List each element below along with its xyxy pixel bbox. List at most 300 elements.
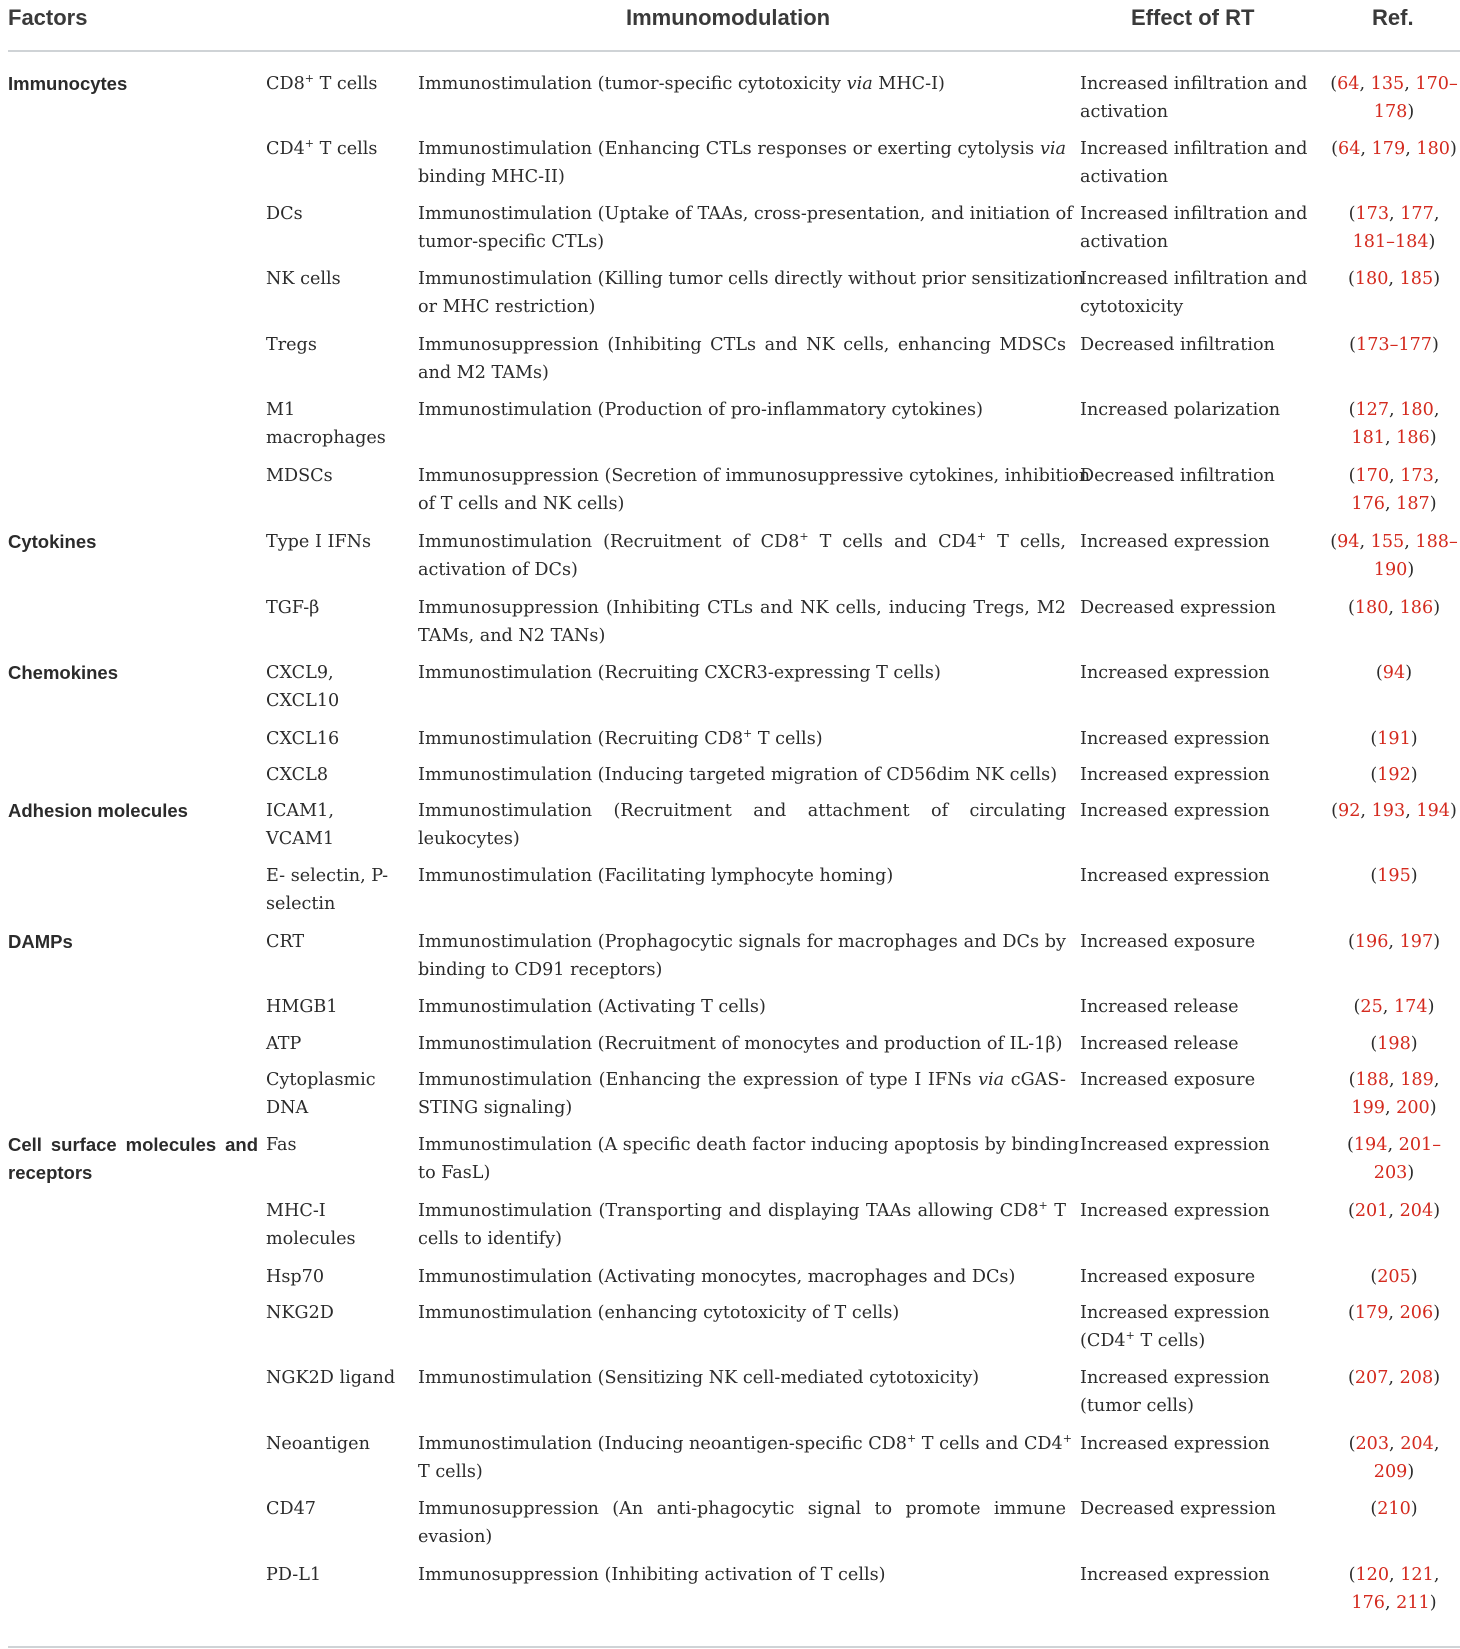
text-fragment: (	[1347, 269, 1355, 289]
reference-link[interactable]: 201	[1354, 1201, 1389, 1221]
immunomodulation-cell	[418, 594, 1066, 650]
factor-cell	[266, 594, 416, 622]
text-fragment: Immunostimulation (A specific death factor inducing apoptosis by binding	[418, 1135, 1080, 1155]
factor-cell	[266, 462, 416, 490]
text-fragment: ,	[1360, 801, 1372, 821]
text-fragment: cells to identify)	[418, 1229, 563, 1249]
reference-link[interactable]: 176	[1351, 494, 1385, 514]
effect-cell-line: Increased release	[1080, 997, 1239, 1017]
reference-link[interactable]: 180	[1354, 598, 1389, 618]
effect-cell	[1080, 862, 1305, 890]
factor-cell	[266, 331, 416, 359]
reference-link[interactable]: 210	[1377, 1499, 1411, 1519]
reference-link[interactable]: 94	[1337, 532, 1360, 552]
reference-link[interactable]: 194	[1353, 1135, 1388, 1155]
effect-cell-line: Increased exposure	[1080, 1267, 1256, 1287]
factor-cell	[266, 993, 416, 1021]
immunomodulation-cell	[418, 1364, 1066, 1392]
reference-link[interactable]: 187	[1396, 494, 1430, 514]
reference-cell	[1330, 1197, 1458, 1225]
text-fragment: )	[1428, 232, 1436, 252]
immunomodulation-cell	[418, 1131, 1080, 1187]
text-fragment: molecules	[266, 1229, 356, 1249]
immunomodulation-cell-line	[418, 490, 1066, 518]
immunomodulation-cell-line	[418, 135, 1066, 163]
immunomodulation-cell-line	[418, 1225, 1066, 1253]
text-fragment: +	[1038, 1199, 1048, 1213]
text-fragment: ,	[1388, 598, 1400, 618]
immunomodulation-cell	[418, 761, 1066, 789]
text-fragment: (	[1348, 466, 1356, 486]
reference-link[interactable]: 179	[1371, 139, 1406, 159]
reference-link[interactable]: 204	[1399, 1201, 1434, 1221]
immunomodulation-cell-line	[418, 1495, 1066, 1523]
immunomodulation-cell	[418, 331, 1066, 387]
text-fragment: TGF-β	[266, 598, 320, 618]
text-fragment: ,	[1388, 1368, 1400, 1388]
immunomodulation-cell-line	[418, 70, 1066, 98]
factor-cell	[266, 1364, 416, 1392]
reference-link[interactable]: 209	[1373, 1462, 1408, 1482]
reference-cell	[1330, 1030, 1458, 1058]
reference-cell	[1330, 70, 1458, 126]
text-fragment: CD47	[266, 1499, 316, 1519]
reference-link[interactable]: 127	[1355, 400, 1390, 420]
reference-link[interactable]: 191	[1377, 729, 1411, 749]
reference-link[interactable]: 196	[1354, 932, 1389, 952]
text-fragment: via	[1039, 139, 1066, 159]
reference-link[interactable]: 203	[1373, 1163, 1408, 1183]
factor-cell	[266, 862, 416, 918]
text-fragment: )	[1427, 997, 1435, 1017]
reference-link[interactable]: 204	[1400, 1434, 1434, 1454]
text-fragment: leukocytes)	[418, 829, 520, 849]
text-fragment: DNA	[266, 1098, 309, 1118]
immunomodulation-cell	[418, 70, 1066, 98]
text-fragment: (	[1347, 598, 1355, 618]
effect-cell	[1080, 1030, 1305, 1058]
header-divider	[8, 50, 1460, 52]
reference-link[interactable]: 120	[1355, 1565, 1390, 1585]
reference-link[interactable]: 170	[1355, 466, 1390, 486]
text-fragment: NKG2D	[266, 1303, 334, 1323]
effect-cell	[1080, 1364, 1305, 1420]
reference-cell	[1330, 797, 1458, 825]
reference-link[interactable]: 205	[1377, 1267, 1411, 1287]
immunomodulation-cell-line	[418, 1066, 1066, 1094]
reference-link[interactable]: 208	[1399, 1368, 1434, 1388]
reference-cell-line	[1330, 1131, 1458, 1159]
text-fragment: NK cells	[266, 269, 341, 289]
reference-cell	[1330, 200, 1458, 256]
text-fragment: +	[304, 137, 314, 151]
text-fragment: Fas	[266, 1135, 297, 1155]
immunomodulation-cell-line	[418, 200, 1073, 228]
text-fragment: )	[1433, 598, 1441, 618]
text-fragment: ,	[1389, 204, 1401, 224]
text-fragment: ,	[1388, 932, 1400, 952]
category-label	[8, 528, 258, 556]
text-fragment: (	[1347, 1368, 1355, 1388]
text-fragment: CD8	[266, 74, 305, 94]
immunomodulation-cell	[418, 396, 1066, 424]
text-fragment: Tregs	[266, 335, 317, 355]
reference-cell	[1330, 331, 1458, 359]
reference-link[interactable]: 190	[1373, 560, 1408, 580]
reference-link[interactable]: 173	[1400, 466, 1434, 486]
reference-link[interactable]: 64	[1337, 74, 1360, 94]
text-fragment: Hsp70	[266, 1267, 325, 1287]
effect-cell-line: activation	[1080, 167, 1169, 187]
reference-cell	[1330, 928, 1458, 956]
text-fragment: )	[1431, 335, 1439, 355]
factor-cell	[266, 797, 416, 853]
reference-cell-line	[1330, 1495, 1458, 1523]
text-fragment: ,	[1387, 1135, 1399, 1155]
text-fragment: (CD4	[1080, 1331, 1126, 1351]
reference-cell-line	[1330, 1364, 1458, 1392]
immunomodulation-cell	[418, 797, 1066, 853]
factor-cell-line	[266, 424, 416, 452]
effect-cell-line: Increased infiltration and	[1080, 269, 1308, 289]
reference-cell-line	[1330, 1094, 1458, 1122]
reference-cell	[1330, 1561, 1458, 1617]
effect-cell	[1080, 1495, 1305, 1523]
text-fragment: T cells and CD4	[916, 1434, 1063, 1454]
text-fragment: Cytoplasmic	[266, 1070, 376, 1090]
reference-link[interactable]: 186	[1396, 428, 1430, 448]
reference-cell-line	[1330, 1299, 1458, 1327]
text-fragment: Immunostimulation (Recruitment and attachment of circulating	[418, 801, 1066, 821]
text-fragment: CXCL9,	[266, 663, 334, 683]
header-ref: Ref.	[1372, 5, 1414, 30]
text-fragment: (	[1347, 1201, 1355, 1221]
immunomodulation-cell-line	[418, 265, 1085, 293]
reference-link[interactable]: 200	[1396, 1098, 1430, 1118]
text-fragment: (	[1370, 866, 1378, 886]
immunomodulation-cell	[418, 1561, 1066, 1589]
text-fragment: Immunostimulation (Enhancing CTLs responses or exerting cytolysis	[418, 139, 1040, 159]
immunomodulation-cell-line	[418, 1159, 1066, 1187]
reference-cell-line	[1330, 1458, 1458, 1486]
text-fragment: ,	[1433, 204, 1440, 224]
reference-link[interactable]: 193	[1371, 801, 1406, 821]
text-fragment: +	[743, 727, 753, 741]
text-fragment: )	[1405, 663, 1413, 683]
reference-cell-line	[1330, 70, 1458, 98]
factor-cell-line	[266, 993, 416, 1021]
text-fragment: (	[1370, 729, 1378, 749]
reference-link[interactable]: 195	[1377, 866, 1411, 886]
text-fragment: via	[978, 1070, 1005, 1090]
reference-cell-line	[1330, 396, 1458, 424]
immunomodulation-cell	[418, 862, 1066, 890]
immunomodulation-cell-line	[418, 825, 1066, 853]
reference-link[interactable]: 180	[1416, 139, 1450, 159]
text-fragment: Immunostimulation (Prophagocytic signals for macrophages and DCs by	[418, 932, 1066, 952]
immunomodulation-cell	[418, 659, 1066, 687]
text-fragment: (	[1348, 1565, 1356, 1585]
immunomodulation-cell-line	[418, 1561, 1066, 1589]
reference-link[interactable]: 25	[1360, 997, 1383, 1017]
reference-link[interactable]: 211	[1396, 1593, 1430, 1613]
reference-link[interactable]: 180	[1354, 269, 1389, 289]
reference-link[interactable]: 206	[1399, 1303, 1434, 1323]
text-fragment: (	[1347, 932, 1355, 952]
effect-cell	[1080, 331, 1305, 359]
reference-link[interactable]: 94	[1382, 663, 1406, 683]
factor-cell	[266, 1066, 416, 1122]
text-fragment: )	[1449, 801, 1457, 821]
immunomodulation-cell-line	[418, 659, 1066, 687]
factor-cell-line	[266, 890, 416, 918]
category-label-line: receptors	[8, 1162, 93, 1183]
reference-cell-line	[1330, 993, 1458, 1021]
text-fragment: +	[1125, 1329, 1135, 1343]
reference-link[interactable]: 173	[1355, 204, 1390, 224]
factor-cell-line	[266, 1263, 416, 1291]
text-fragment: )	[1433, 269, 1441, 289]
factor-cell-line	[266, 70, 416, 98]
factor-cell	[266, 928, 416, 956]
reference-cell-line	[1330, 1066, 1458, 1094]
text-fragment: )	[1429, 1098, 1437, 1118]
reference-link[interactable]: 203	[1355, 1434, 1390, 1454]
category-label	[8, 928, 258, 956]
effect-cell	[1080, 993, 1305, 1021]
effect-cell-line: Decreased infiltration	[1080, 335, 1275, 355]
text-fragment: +	[906, 1432, 917, 1446]
text-fragment: (	[1370, 1034, 1378, 1054]
factor-cell-line	[266, 594, 416, 622]
reference-link[interactable]: 177	[1400, 204, 1434, 224]
immunomodulation-cell-line	[418, 993, 1066, 1021]
reference-link[interactable]: 186	[1399, 598, 1434, 618]
effect-cell-line: activation	[1080, 232, 1169, 252]
factor-cell	[266, 1495, 416, 1523]
text-fragment: Immunostimulation (Uptake of TAAs, cross-presentation, and initiation of	[418, 204, 1073, 224]
immunomodulation-cell	[418, 200, 1073, 256]
reference-cell-line	[1330, 528, 1458, 556]
immunomodulation-cell-line	[418, 1197, 1066, 1225]
reference-link[interactable]: 92	[1338, 801, 1361, 821]
text-fragment: ,	[1388, 1201, 1400, 1221]
text-fragment: Immunostimulation (Inducing targeted migration of CD56dim NK cells)	[418, 765, 1058, 785]
table-bottom-divider	[8, 1646, 1460, 1648]
effect-cell	[1080, 1430, 1305, 1458]
effect-cell	[1080, 200, 1308, 256]
reference-cell-line	[1330, 98, 1458, 126]
factor-cell-line	[266, 928, 416, 956]
reference-cell-line	[1330, 1263, 1458, 1291]
text-fragment: )	[1410, 1499, 1418, 1519]
text-fragment: ,	[1405, 139, 1417, 159]
text-fragment: CD4	[266, 139, 305, 159]
factor-cell-line	[266, 1430, 416, 1458]
reference-link[interactable]: 155	[1370, 532, 1405, 552]
reference-link[interactable]: 185	[1399, 269, 1434, 289]
reference-cell	[1330, 1299, 1458, 1327]
effect-cell-line: Increased expression	[1080, 1565, 1270, 1585]
header-factors: Factors	[8, 5, 88, 30]
text-fragment: )	[1410, 1034, 1418, 1054]
factor-cell-line	[266, 687, 416, 715]
factor-cell	[266, 1263, 416, 1291]
text-fragment: +	[1062, 1432, 1072, 1446]
reference-cell-line	[1330, 331, 1458, 359]
text-fragment: T cells)	[418, 1462, 483, 1482]
immunomodulation-cell	[418, 1430, 1072, 1486]
reference-cell-line	[1330, 1561, 1458, 1589]
text-fragment: macrophages	[266, 428, 386, 448]
immunomodulation-cell-line	[418, 928, 1066, 956]
effect-cell-line: Increased expression	[1080, 729, 1270, 749]
text-fragment: Immunosuppression (Inhibiting CTLs and NK cells, inducing Tregs, M2	[418, 598, 1066, 618]
reference-link[interactable]: 189	[1400, 1070, 1434, 1090]
reference-cell-line	[1330, 462, 1458, 490]
text-fragment: ICAM1,	[266, 801, 334, 821]
immunomodulation-cell	[418, 1495, 1066, 1551]
factor-cell-line	[266, 1225, 416, 1253]
factor-cell-line	[266, 1561, 416, 1589]
reference-link[interactable]: 178	[1373, 102, 1408, 122]
reference-cell-line	[1330, 1197, 1458, 1225]
immunomodulation-cell-line	[418, 1458, 1066, 1486]
effect-cell-line: Increased exposure	[1080, 932, 1256, 952]
reference-link[interactable]: 173–177	[1356, 335, 1432, 355]
reference-link[interactable]: 201–	[1398, 1135, 1442, 1155]
reference-cell-line	[1330, 928, 1458, 956]
effect-cell-line: Increased exposure	[1080, 1070, 1256, 1090]
factor-cell-line	[266, 761, 416, 789]
reference-cell-line	[1330, 228, 1458, 256]
text-fragment: Neoantigen	[266, 1434, 370, 1454]
text-fragment: binding to CD91 receptors)	[418, 960, 663, 980]
category-label-line: Cell surface molecules and	[8, 1134, 258, 1155]
reference-cell-line	[1330, 1159, 1458, 1187]
immunomodulation-cell	[418, 265, 1085, 321]
reference-link[interactable]: 188	[1355, 1070, 1390, 1090]
reference-cell-line	[1330, 761, 1458, 789]
reference-link[interactable]: 207	[1354, 1368, 1389, 1388]
text-fragment: ,	[1389, 400, 1401, 420]
reference-cell	[1330, 993, 1458, 1021]
immunomodulation-cell	[418, 1030, 1066, 1058]
factor-cell-line	[266, 1030, 416, 1058]
reference-link[interactable]: 121	[1400, 1565, 1434, 1585]
reference-cell	[1330, 1066, 1458, 1122]
text-fragment: ,	[1359, 532, 1371, 552]
category-label-line: Cytokines	[8, 531, 97, 552]
effect-cell	[1080, 1263, 1305, 1291]
effect-cell	[1080, 761, 1305, 789]
text-fragment: )	[1407, 1163, 1415, 1183]
text-fragment: Immunostimulation (Recruiting CXCR3-expressing T cells)	[418, 663, 941, 683]
text-fragment: (	[1348, 400, 1356, 420]
reference-link[interactable]: 179	[1354, 1303, 1389, 1323]
reference-link[interactable]: 170–	[1415, 74, 1458, 94]
header-immunomodulation: Immunomodulation	[626, 5, 831, 30]
reference-cell	[1330, 1131, 1458, 1187]
reference-cell	[1330, 1430, 1458, 1486]
effect-cell	[1080, 659, 1305, 687]
text-fragment: Immunostimulation (Production of pro-inflammatory cytokines)	[418, 400, 983, 420]
reference-cell	[1330, 528, 1458, 584]
reference-link[interactable]: 176	[1351, 1593, 1385, 1613]
factor-cell-line	[266, 862, 416, 890]
immunomodulation-cell	[418, 1066, 1066, 1122]
immunomodulation-cell-line	[418, 396, 1066, 424]
effect-cell	[1080, 928, 1305, 956]
factor-cell	[266, 70, 416, 98]
text-fragment: VCAM1	[266, 829, 335, 849]
reference-link[interactable]: 199	[1351, 1098, 1385, 1118]
text-fragment: )	[1429, 1593, 1437, 1613]
text-fragment: T	[1047, 1201, 1066, 1221]
text-fragment: MHC-I)	[872, 74, 945, 94]
text-fragment: ,	[1433, 1565, 1440, 1585]
text-fragment: Immunosuppression (Secretion of immunosuppressive cytokines, inhibition	[418, 466, 1091, 486]
reference-link[interactable]: 180	[1400, 400, 1434, 420]
effect-cell	[1080, 594, 1305, 622]
factor-cell-line	[266, 797, 416, 825]
text-fragment: PD-L1	[266, 1565, 322, 1585]
text-fragment: +	[304, 72, 314, 86]
immunomodulation-cell-line	[418, 725, 1066, 753]
factor-cell-line	[266, 396, 416, 424]
reference-link[interactable]: 64	[1338, 139, 1361, 159]
effect-cell	[1080, 725, 1305, 753]
immunomodulation-cell	[418, 1299, 1066, 1327]
text-fragment: (	[1348, 1434, 1356, 1454]
text-fragment: ,	[1359, 74, 1371, 94]
factor-cell	[266, 265, 416, 293]
text-fragment: Immunostimulation (Activating monocytes, macrophages and DCs)	[418, 1267, 1016, 1287]
immunomodulation-cell-line	[418, 1299, 1066, 1327]
immunomodulation-cell-line	[418, 1523, 1066, 1551]
reference-cell	[1330, 659, 1458, 687]
immunomodulation-cell-line	[418, 1263, 1066, 1291]
reference-link[interactable]: 197	[1399, 932, 1434, 952]
text-fragment: )	[1433, 932, 1441, 952]
immunomodulation-cell	[418, 528, 1066, 584]
reference-link[interactable]: 188–	[1415, 532, 1458, 552]
category-label	[8, 1131, 258, 1187]
text-fragment: Immunostimulation (Sensitizing NK cell-mediated cytotoxicity)	[418, 1368, 980, 1388]
text-fragment: or MHC restriction)	[418, 297, 596, 317]
immunomodulation-cell	[418, 1197, 1066, 1253]
text-fragment: (	[1331, 139, 1339, 159]
reference-link[interactable]: 181	[1351, 428, 1385, 448]
text-fragment: )	[1410, 729, 1418, 749]
reference-link[interactable]: 194	[1416, 801, 1450, 821]
text-fragment: (	[1370, 1267, 1378, 1287]
reference-link[interactable]: 192	[1377, 765, 1411, 785]
factor-cell-line	[266, 1197, 416, 1225]
reference-cell	[1330, 594, 1458, 622]
reference-cell	[1330, 862, 1458, 890]
reference-link[interactable]: 135	[1370, 74, 1405, 94]
text-fragment: ,	[1389, 466, 1401, 486]
text-fragment: ,	[1433, 400, 1440, 420]
reference-link[interactable]: 198	[1377, 1034, 1411, 1054]
factor-cell	[266, 1197, 416, 1253]
effect-cell-line: Increased expression	[1080, 866, 1270, 886]
text-fragment: ,	[1433, 1434, 1440, 1454]
reference-link[interactable]: 181–184	[1352, 232, 1429, 252]
reference-link[interactable]: 174	[1393, 997, 1428, 1017]
immunomodulation-cell-line	[418, 462, 1091, 490]
